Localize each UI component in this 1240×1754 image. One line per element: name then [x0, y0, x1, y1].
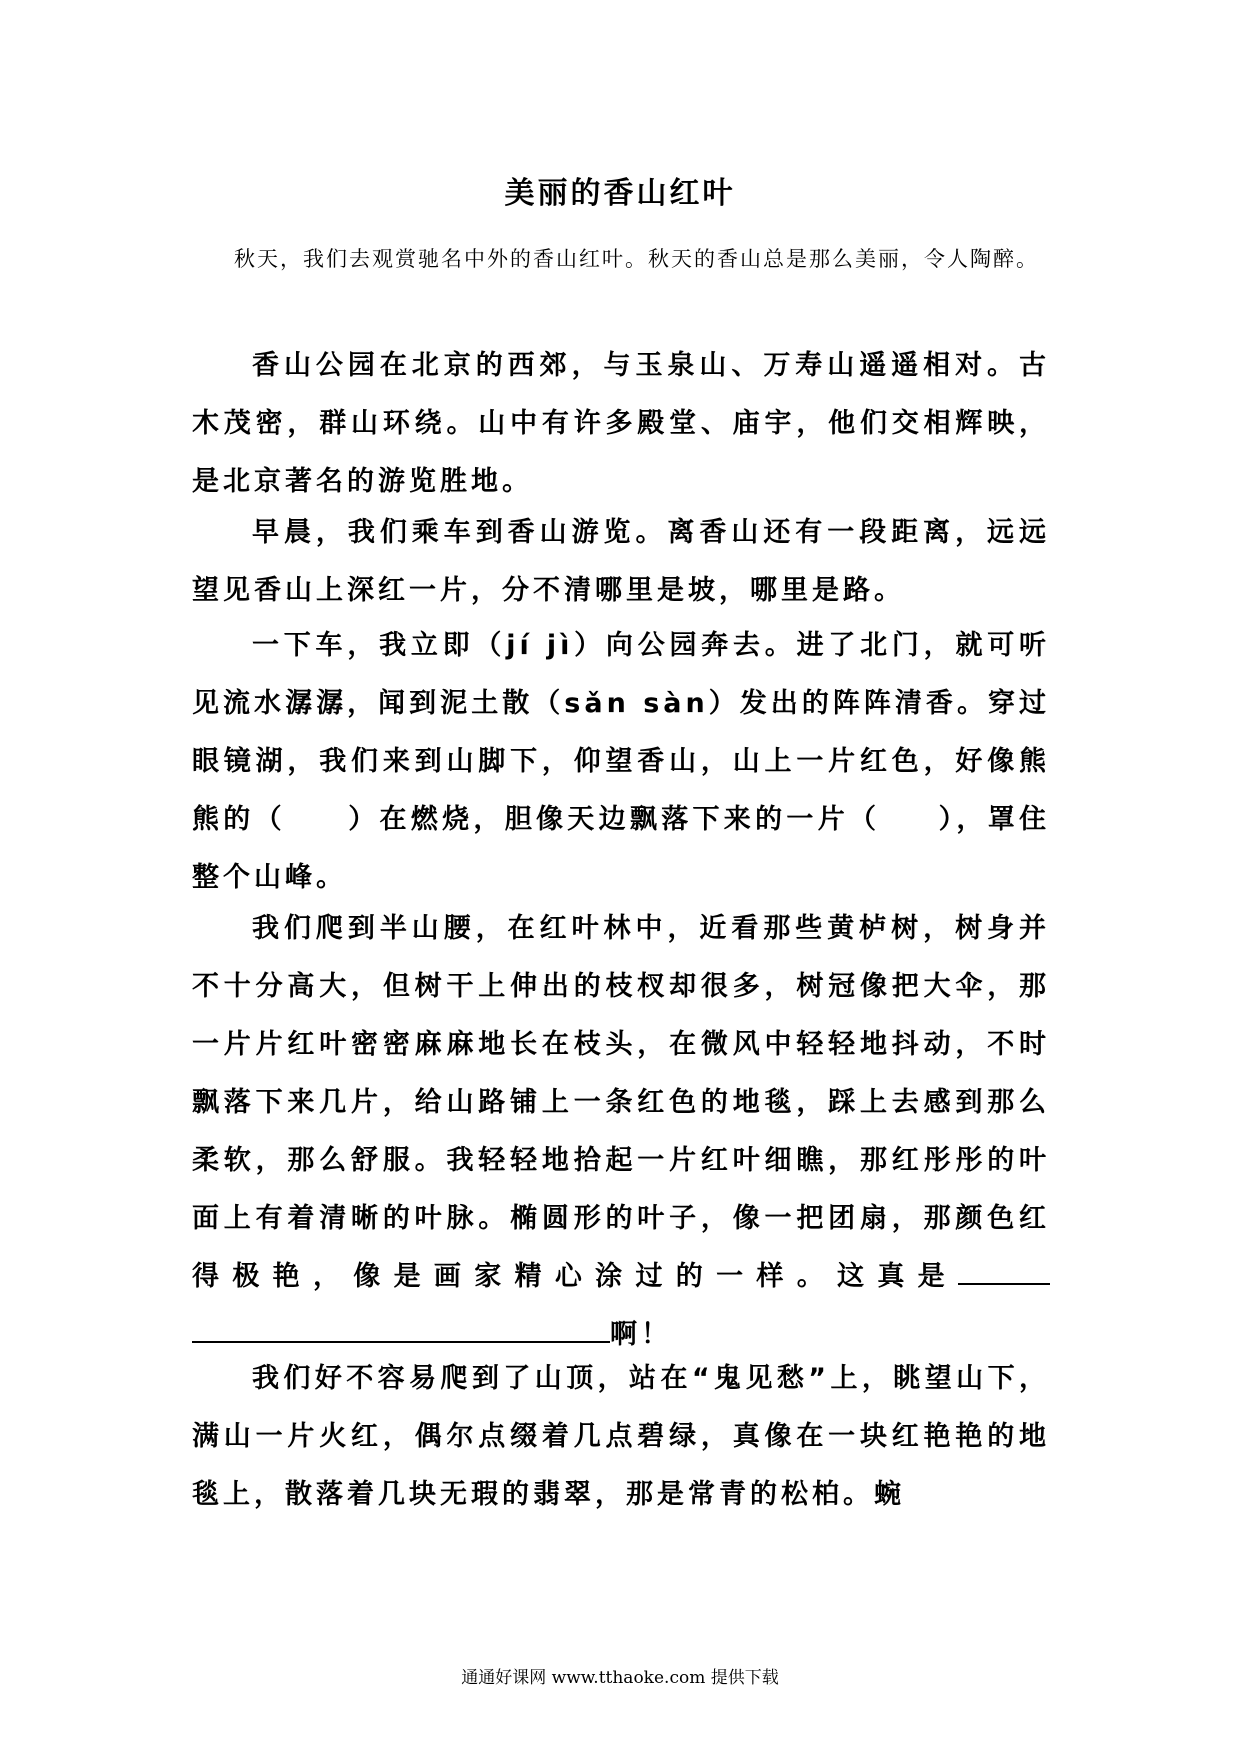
paragraph-mountain-top: 我们好不容易爬到了山顶，站在“鬼见愁”上，眺望山下，满山一片火红，偶尔点缀着几点碧绿，真像在一块红艳艳的地毯上，散落着几块无瑕的翡翠，那是常青的松柏。蜿: [192, 1363, 1050, 1510]
fill-blank-line-2[interactable]: [192, 1341, 610, 1343]
paragraph-arrival: [192, 617, 1050, 907]
paragraph-arrival-part3: ），罩住整个山峰。: [192, 804, 1051, 893]
paragraph-arrival-part1: 一下车，我立即（jí jì）向公园奔去。进了北门，就可听见流水潺潺，闻到泥土散（sǎn sàn）发出的阵阵清香。穿过眼镜湖，我们来到山脚下，仰望香山，山上一片红色，好像熊熊的（: [192, 630, 1050, 835]
intro-paragraph: 秋天，我们去观赏驰名中外的香山红叶。秋天的香山总是那么美丽，令人陶醉。: [234, 247, 1039, 271]
fill-blank-line-1[interactable]: [958, 1283, 1050, 1285]
paragraph-red-leaves-ending: 啊！: [610, 1319, 672, 1350]
paragraph-red-leaves: [192, 900, 1050, 1364]
paragraph-morning-trip: 早晨，我们乘车到香山游览。离香山还有一段距离，远远望见香山上深红一片，分不清哪里是坡，哪里是路。: [192, 517, 1050, 606]
paragraph-arrival-part2: ）在燃烧，胆像天边飘落下来的一片（: [347, 804, 881, 835]
footer-source: 通通好课网 www.tthaoke.com 提供下载: [461, 1668, 779, 1688]
paragraph-xiangshan-park: 香山公园在北京的西郊，与玉泉山、万寿山遥遥相对。古木茂密，群山环绕。山中有许多殿堂、庙宇，他们交相辉映，是北京著名的游览胜地。: [192, 350, 1050, 497]
document-title: 美丽的香山红叶: [504, 176, 736, 211]
paragraph-red-leaves-text: 我们爬到半山腰，在红叶林中，近看那些黄栌树，树身并不十分高大，但树干上伸出的枝杈却很多，树冠像把大伞，那一片片红叶密密麻麻地长在枝头，在微风中轻轻地抖动，不时飘落下来几片，给山路铺上一条红色的地毯，踩上去感到那么柔软，那么舒服。我轻轻地拾起一片红叶细瞧，那红彤彤的叶面上有着清晰的叶脉。椭圆形的叶子，像一把团扇，那颜色红得极艳，像是画家精心涂过的一样。这真是: [192, 913, 1050, 1292]
